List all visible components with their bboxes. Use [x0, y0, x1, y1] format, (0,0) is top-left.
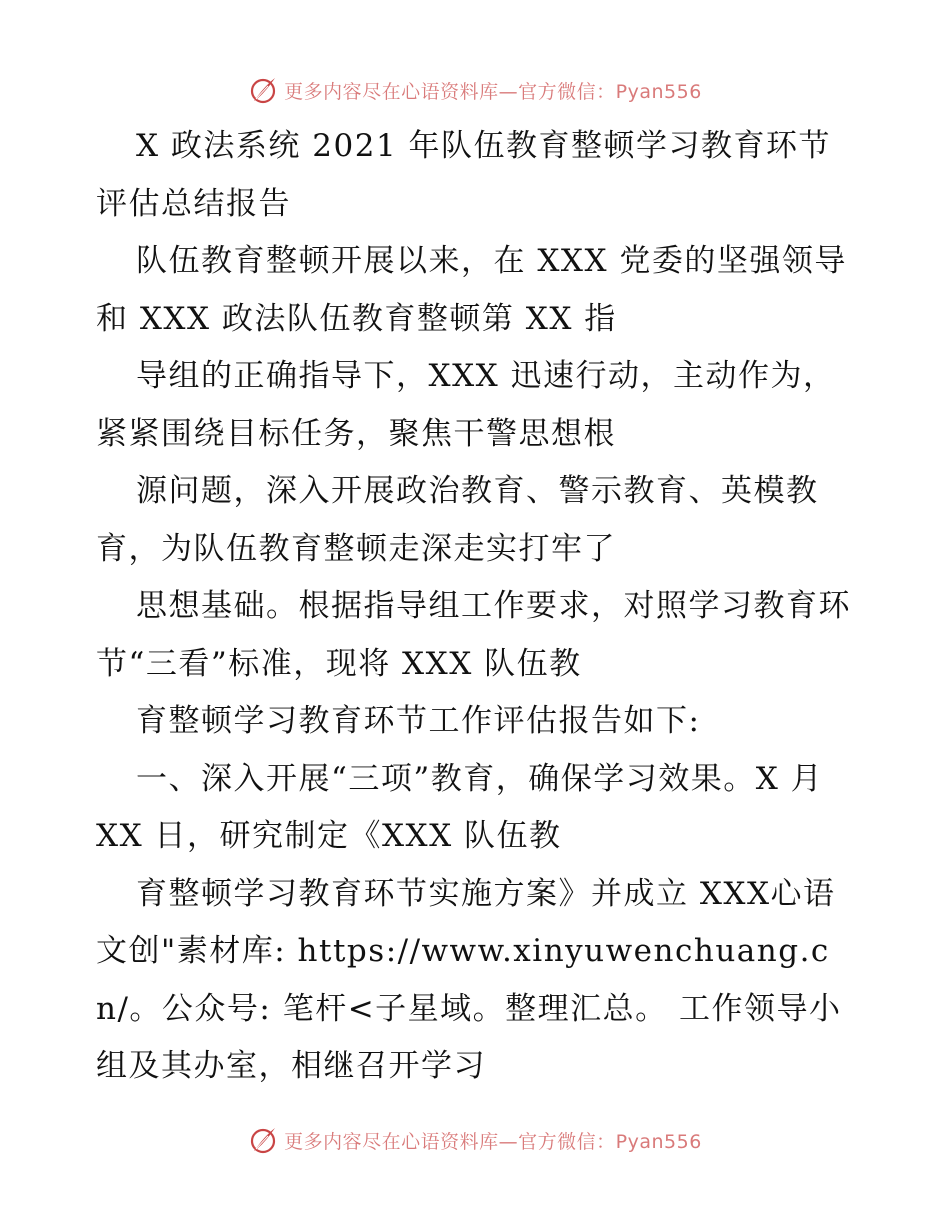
paragraph: 育整顿学习教育环节实施方案》并成立 XXX心语文创"素材库: https://www.xinyuwenchuang.cn/。公众号: 笔杆<子星域。整理汇总。 工作领导小组及其办室，相继召开学习 — [96, 875, 842, 1084]
watermark-text: 更多内容尽在心语资料库—官方微信：Pyan556 — [284, 1130, 702, 1153]
footer-watermark-banner — [0, 1120, 950, 1160]
feather-pen-logo-icon — [248, 1125, 278, 1155]
paragraph: 思想基础。根据指导组工作要求，对照学习教育环节“三看”标准，现将 XXX 队伍教 — [96, 588, 851, 682]
document-body — [96, 118, 856, 1096]
document-title: X 政法系统 2021 年队伍教育整顿学习教育环节评估总结报告 — [96, 128, 832, 222]
paragraph: 一、深入开展“三项”教育，确保学习效果。X 月 XX 日，研究制定《XXX 队伍教 — [96, 760, 824, 854]
header-watermark-banner — [0, 70, 950, 110]
watermark-text: 更多内容尽在心语资料库—官方微信：Pyan556 — [284, 80, 702, 103]
paragraph: 队伍教育整顿开展以来，在 XXX 党委的坚强领导和 XXX 政法队伍教育整顿第 XX 指 — [96, 243, 847, 337]
paragraph: 导组的正确指导下，XXX 迅速行动，主动作为，紧紧围绕目标任务，聚焦干警思想根 — [96, 358, 836, 452]
paragraph: 源问题，深入开展政治教育、警示教育、英模教育，为队伍教育整顿走深走实打牢了 — [96, 473, 819, 567]
feather-pen-logo-icon — [248, 75, 278, 105]
paragraph: 育整顿学习教育环节工作评估报告如下: — [136, 703, 701, 739]
